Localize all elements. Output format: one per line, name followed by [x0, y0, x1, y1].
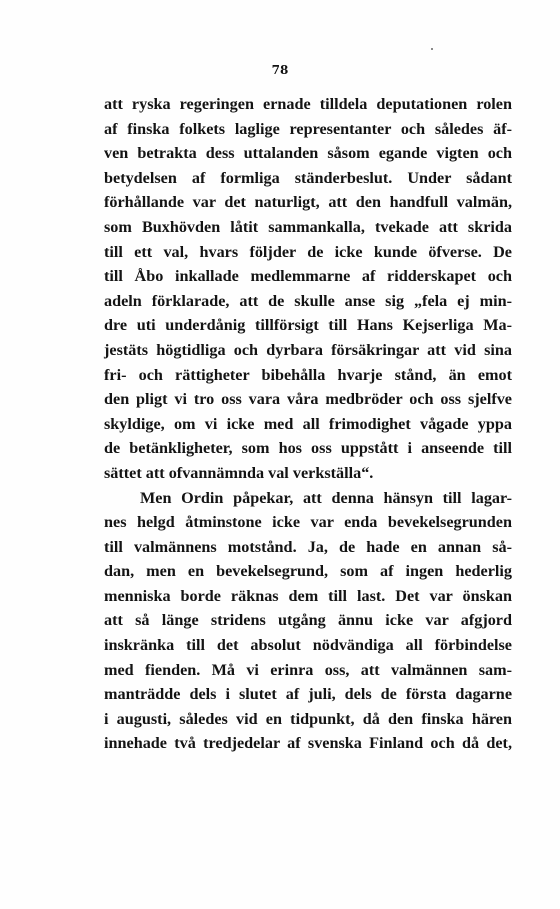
text-line: att ryska regeringen ernade tilldela deputationen rolen [104, 95, 512, 113]
text-line: de betänkligheter, som hos oss uppstått i anseende till [104, 439, 512, 458]
text-line: fri- och rättigheter bibehålla hvarje stånd, än emot [104, 365, 512, 384]
paragraph-end-line: sättet att ofvannämnda val verkställa“. [104, 463, 374, 482]
text-line: af finska folkets laglige representanter och således äf- [104, 119, 512, 138]
text-line: den pligt vi tro oss vara våra medbröder och oss sjelfve [104, 390, 512, 409]
text-line: i augusti, således vid en tidpunkt, då den finska hären [104, 709, 512, 728]
text-line: som Buxhövden låtit sammankalla, tvekade att skrida [104, 217, 512, 236]
text-line: manträdde dels i slutet af juli, dels de första dagarne [104, 685, 512, 704]
text-line: betydelsen af formliga ständerbeslut. Under sådant [104, 168, 512, 187]
text-line: dre uti underdånig tillförsigt till Hans Kejserliga Ma- [104, 316, 512, 335]
text-line: jestäts högtidliga och dyrbara försäkringar att vid sina [104, 340, 512, 359]
text-line: med fienden. Må vi erinra oss, att valmännen sam- [104, 660, 512, 679]
text-line: adeln förklarade, att de skulle anse sig „fela ej min- [104, 291, 512, 310]
body-text [104, 92, 512, 756]
text-line: inskränka till det absolut nödvändiga all förbindelse [104, 636, 512, 655]
text-line: menniska borde räknas dem till last. Det var önskan [104, 586, 512, 605]
text-line: förhållande var det naturligt, att den handfull valmän, [104, 193, 512, 212]
text-line: innehade två tredjedelar af svenska Finland och då det, [104, 734, 512, 753]
text-line: till valmännens motstånd. Ja, de hade en annan så- [104, 537, 512, 556]
text-line: till Åbo inkallade medlemmarne af ridderskapet och [104, 267, 512, 286]
text-line: dan, men en bevekelsegrund, som af ingen hederlig [104, 562, 512, 581]
text-line: ven betrakta dess uttalanden såsom egande vigten och [104, 144, 512, 163]
text-line: skyldige, om vi icke med all frimodighet vågade yppa [104, 414, 512, 433]
text-line: nes helgd åtminstone icke var enda bevekelsegrunden [104, 513, 512, 532]
paragraph-start-line: Men Ordin påpekar, att denna hänsyn till lagar- [140, 488, 512, 507]
page-number: 78 [271, 63, 289, 77]
text-line: till ett val, hvars följder de icke kunde öfverse. De [104, 242, 512, 261]
text-line: att så länge stridens utgång ännu icke var afgjord [104, 611, 512, 630]
paper-speck [431, 48, 433, 50]
